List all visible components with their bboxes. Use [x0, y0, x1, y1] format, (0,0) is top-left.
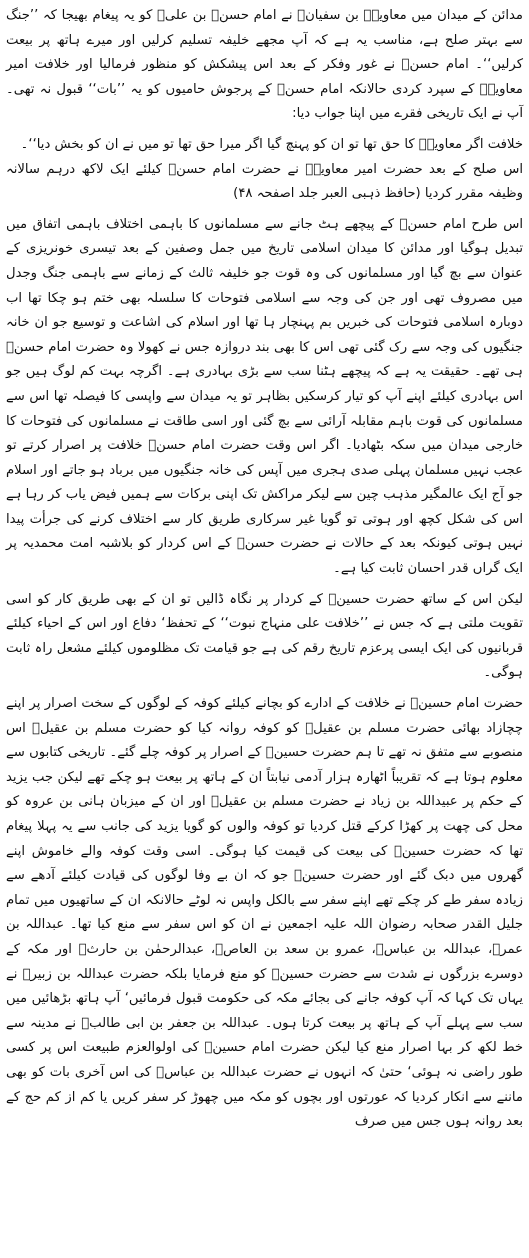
- paragraph-hasan-quote: خلافت اگر معاویہؓ کا حق تھا تو ان کو پہنچ گیا اگر میرا حق تھا تو میں نے ان کو بخش دیا‘‘۔: [20, 136, 523, 152]
- paragraph-muawiya-message: مدائن کے میدان میں معاویہؓ بن سفیانؓ نے امام حسنؓ بن علیؓ کو یہ پیغام بھیجا کہ ’’جنگ سے بہتر صلح ہے، مناسب یہ ہے کہ آپ مجھے خلیفہ تسلیم کرلیں اور میرے ہاتھ پر بیعت کرلیں‘‘۔ امام حسنؓ نے غور وفکر کے بعد اس پیشکش کو منظور فرمالیا اور خلافت امیر معاویہؓ کے سپرد کردی حالانکہ امام حسنؓ کے پرجوش حامیوں کو یہ ’’بات‘‘ قبول نہ تھی۔ آپ نے ایک تاریخی فقرے میں اپنا جواب دیا:: [6, 8, 523, 122]
- paragraph-husain-role: لیکن اس کے ساتھ حضرت حسینؓ کے کردار پر نگاہ ڈالیں تو ان کے بھی طریق کار کو اسی تقویت ملتی ہے کہ جس نے ’’خلافت علی منہاج نبوت‘‘ کے تحفظ‘ دفاع اور اس کے احیاء کیلئے قربانیوں کی ایک ایسی پرعزم تاریخ رقم کی ہے جو قیامت تک مظلوموں کیلئے مشعل راہ ثابت ہوگی۔: [6, 591, 523, 681]
- paragraph-unity: اس طرح امام حسنؓ کے پیچھے ہٹ جانے سے مسلمانوں کا باہمی اختلاف باہمی اتفاق میں تبدیل ہوگیا اور مدائن کا میدان اسلامی تاریخ میں جمل وصفین کے بعد تیسری خونریزی کے عنوان سے بچ گیا اور مسلمانوں کی وہ قوت جو خلیفہ ثالث کے زمانے سے باہمی جنگ وجدل میں مصروف تھی اور جن کی وجہ سے اسلامی فتوحات کا سلسلہ بھی ختم ہو چکا تھا اب دوبارہ اسلامی فتوحات کی خبریں بم پہنچار ہا تھا اور اسلام کی اشاعت و توسیع جو ان خانہ جنگیوں کی وجہ سے رک گئی تھی اس کا بھی بند دروازہ جس نے کھولا وہ حضرت امام حسنؓ ہی تھے۔ حقیقت یہ ہے کہ پیچھے ہٹنا سب سے بڑی بہادری ہے۔ اگرچہ بہت کم لوگ ہیں جو اس بہادری کیلئے اپنے آپ کو تیار کرسکیں بظاہر تو یہ میدان سے واپسی کا فیصلہ تھا اس سے مسلمانوں کی قوت باہم مقابلہ آرائی سے بچ گئی اور اسی طاقت نے مسلمانوں کی فتوحات کا خارجی میدان میں سکہ بٹھادیا۔ اگر اس وقت حضرت امام حسنؓ خلافت پر اصرار کرتے تو عجب نہیں مسلمان پہلی صدی ہجری میں آپس کی خانہ جنگیوں میں برباد ہو جاتے اور اسلام جو آج ایک عالمگیر مذہب چین سے لیکر مراکش تک اپنی برکات سے ہمیں فیض یاب کر رہا ہے اس کی شکل کچھ اور ہوتی تو گویا غیر سرکاری طریق کار سے اختلاف کرنے کی جرأت پیدا نہیں ہوتی کیونکہ بعد کے حالات نے حضرت حسنؓ کے اس کردار کو بلاشبہ امت محمدیہ پر ایک گراں قدر احسان ثابت کیا ہے۔: [6, 216, 523, 577]
- paragraph-kufa-journey: حضرت امام حسینؓ نے خلافت کے ادارے کو بچانے کیلئے کوفہ کے لوگوں کے سخت اصرار پر اپنے چچازاد بھائی حضرت مسلم بن عقیلؓ کو کوفہ روانہ کیا کو حضرت مسلم بن عقیلؓ اس منصوبے سے متفق نہ تھے تا ہم حضرت حسینؓ کے اصرار پر کوفہ چلے گئے۔ تاریخی کتابوں سے معلوم ہوتا ہے کہ تقریباً اٹھارہ ہزار آدمی نیابتاً ان کے ہاتھ پر بیعت ہو چکے تھے لیکن جب یزید کے حکم پر عبیداللہ بن زیاد نے حضرت مسلم بن عقیلؓ اور ان کے میزبان ہانی بن عروہ کو محل کی چھت پر کھڑا کرکے قتل کردیا تو کوفہ والوں کو گویا یزید کی جانب سے یہ پہلا پیغام تھا کہ حضرت حسینؓ کی بیعت کی قیمت کیا ہوگی۔ اسی وقت کوفہ والے خاموش اپنے گھروں میں دبک گئے اور حضرت حسینؓ جو کہ ان بے وفا لوگوں کی قیادت کیلئے آدھے سے زیادہ سفر طے کر چکے تھے اپنے سفر سے بالکل واپس نہ لوٹے حالانکہ ان کے ساتھیوں میں تمام جلیل القدر صحابہ رضوان اللہ علیہ اجمعین نے ان کو اس سفر سے منع کیا تھا۔ عبداللہ بن عمرؓ، عبداللہ بن عباسؓ، عمرو بن سعد بن العاصؓ، عبدالرحمٰن بن حارثؓ اور مکہ کے دوسرے بزرگوں نے شدت سے حضرت حسینؓ کو منع فرمایا بلکہ حضرت عبداللہ بن زبیرؓ نے یہاں تک کہا کہ آپ کوفہ جانے کی بجائے مکہ کی حکومت قبول فرمائیں‘ آپ ہاتھ بڑھائیں میں سب سے پہلے آپ کے ہاتھ پر بیعت کرتا ہوں۔ عبداللہ بن جعفر بن ابی طالبؓ نے مدینہ سے خط لکھ کر بہا اصرار منع کیا لیکن حضرت امام حسینؓ کی اولوالعزم طبیعت اس پر کسی طور راضی نہ ہوئی‘ حتیٰ کہ انہوں نے حضرت عبداللہ بن عباسؓ کی اس آخری بات کو بھی ماننے سے انکار کردیا کہ عورتوں اور بچوں کو مکہ میں چھوڑ کر سفر کریں یا کم از کم حج کے بعد روانہ ہوں جس میں صرف: [6, 696, 523, 1130]
- paragraph-stipend: اس صلح کے بعد حضرت امیر معاویہؓ نے حضرت امام حسنؓ کیلئے ایک لاکھ درہم سالانہ وظیفہ مقرر کردیا (حافظ ذہبی العبر جلد اصفحہ ۴۸): [6, 161, 523, 202]
